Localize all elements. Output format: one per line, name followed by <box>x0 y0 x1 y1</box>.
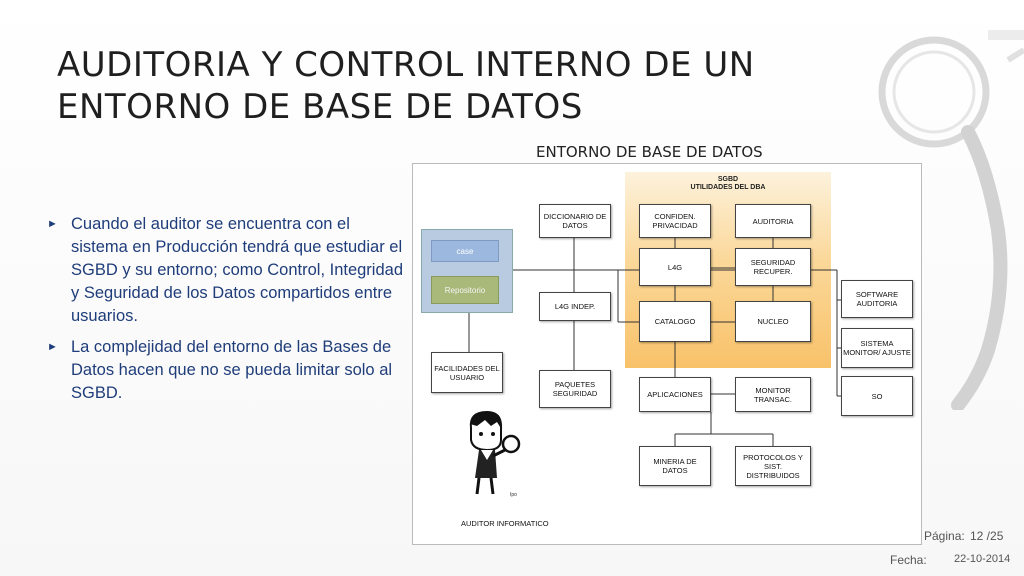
bullet-list <box>47 213 407 413</box>
paquetes-box: PAQUETES SEGURIDAD <box>539 370 611 408</box>
l4g-box: L4G <box>639 248 711 286</box>
seguridad-box: SEGURIDAD RECUPER. <box>735 248 811 286</box>
so-box: SO <box>841 376 913 416</box>
confiden-box: CONFIDEN. PRIVACIDAD <box>639 204 711 238</box>
catalogo-box: CATALOGO <box>639 301 711 342</box>
page-value: 12 /25 <box>970 529 1004 543</box>
bullet-text: La complejidad del entorno de las Bases de Datos hacen que no se pueda limitar solo al SGBD. <box>71 338 393 402</box>
slide-title: AUDITORIA Y CONTROL INTERNO DE UN ENTORNO DE BASE DE DATOS <box>57 45 755 127</box>
monitor-transac-box: MONITOR TRANSAC. <box>735 377 811 412</box>
software-auditoria-box: SOFTWARE AUDITORIA <box>841 280 913 318</box>
bullet-item <box>47 336 407 405</box>
bullet-text: Cuando el auditor se encuentra con el sistema en Producción tendrá que estudiar el SGBD y su entorno; como Control, Integridad y Seguridad de los Datos compartidos entre usuarios. <box>71 215 403 325</box>
sgbd-title-line2: UTILIDADES DEL DBA <box>690 184 766 191</box>
bullet-item <box>47 213 407 328</box>
diagram-panel <box>412 163 922 545</box>
bullet-arrow-icon: ► <box>47 218 58 230</box>
auditor-caption: AUDITOR INFORMATICO <box>461 519 549 528</box>
auditor-figure-icon <box>461 410 523 500</box>
nucleo-box: NUCLEO <box>735 301 811 342</box>
auditoria-box: AUDITORIA <box>735 204 811 238</box>
diccionario-box: DICCIONARIO DE DATOS <box>539 204 611 238</box>
case-box: case <box>431 240 499 262</box>
protocolos-box: PROTOCOLOS Y SIST. DISTRIBUIDOS <box>735 446 811 486</box>
date-label: Fecha: <box>890 553 927 567</box>
page-label: Página: <box>924 529 965 543</box>
figure-mark: Ipo <box>510 492 517 498</box>
date-value: 22-10-2014 <box>954 553 1011 565</box>
repositorio-box: Repositorio <box>431 276 499 304</box>
l4g-indep-box: L4G INDEP. <box>539 292 611 321</box>
sistema-monitor-box: SISTEMA MONITOR/ AJUSTE <box>841 328 913 368</box>
facilidades-box: FACILIDADES DEL USUARIO <box>431 352 503 393</box>
bullet-arrow-icon: ► <box>47 341 58 353</box>
diagram-title: ENTORNO DE BASE DE DATOS <box>536 143 763 161</box>
mineria-box: MINERIA DE DATOS <box>639 446 711 486</box>
sgbd-title-line1: SGBD <box>717 176 739 183</box>
aplicaciones-box: APLICACIONES <box>639 377 711 412</box>
